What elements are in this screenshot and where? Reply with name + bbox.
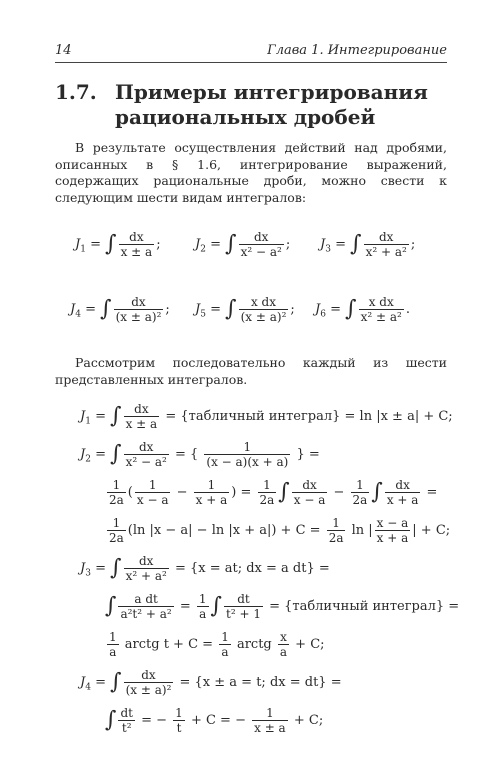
- formula-j4: $J_4$ = ∫ $\frac{dx}{\text{(x ± a)²}}$ ;: [70, 295, 170, 324]
- j3-solution-line3: $\frac{1}{a}$ arctg t + C = $\frac{1}{a}$ arctg $\frac{x}{a}$ + C;: [109, 630, 325, 659]
- section-title: Примеры интегрирования рациональных дробей: [115, 80, 428, 129]
- transition-paragraph: Рассмотрим последовательно каждый из шести представленных интегралов.: [55, 355, 447, 387]
- intro-paragraph: В результате осуществления действий над дробями, описанных в § 1.6, интегрирование выражений, содержащих рациональные дроби, можно свести к следующим шести видам интегралов:: [55, 140, 447, 205]
- section-number: 1.7.: [55, 80, 97, 104]
- j2-solution-line1: $J_2$ = ∫ $\frac{dx}{\text{x² − a²}}$ = { $\frac{1}{(x - a)(x + a)}$ } =: [80, 440, 320, 469]
- formula-j5: $J_5$ = ∫ $\frac{\text{x dx}}{\text{(x ± a)²}}$ ;: [195, 295, 295, 324]
- j4-solution-line2: ∫ $\frac{dt}{\text{t²}}$ = − $\frac{1}{t}$ + C = − $\frac{1}{x \pm a}$ + C;: [105, 706, 324, 735]
- j1-solution: $J_1$ = ∫ $\frac{dx}{x \pm a}$ = {табличный интеграл} = ln |x ± a| + C;: [80, 402, 453, 431]
- j3-solution-line2: ∫ $\frac{\text{a dt}}{\text{a²t² + a²}}$ = $\frac{1}{a}$ ∫ $\frac{dt}{\text{t² + 1}}$ = {табличный интеграл} =: [105, 592, 460, 621]
- j3-solution-line1: $J_3$ = ∫ $\frac{dx}{\text{x² + a²}}$ = {x = at; dx = a dt} =: [80, 554, 330, 583]
- j2-solution-line2: $\frac{1}{2a}$ ( $\frac{1}{x - a}$ − $\frac{1}{x + a}$ ) = $\frac{1}{2a}$ ∫ $\frac{dx}{x - a}$ − $\frac{1}{2a}$ ∫ $\frac{dx}{x + a}$ =: [109, 478, 438, 507]
- formula-j3: $J_3$ = ∫ $\frac{dx}{\text{x² + a²}}$ ;: [320, 230, 416, 259]
- page-number: 14: [55, 43, 72, 58]
- page-header: [55, 40, 447, 63]
- formula-j6: $J_6$ = ∫ $\frac{\text{x dx}}{\text{x² ± a²}}$ .: [315, 295, 410, 324]
- running-title: Глава 1. Интегрирование: [267, 43, 447, 58]
- formula-j1: $J_1$ = ∫ $\frac{dx}{x \pm a}$ ;: [75, 230, 161, 259]
- j4-solution-line1: $J_4$ = ∫ $\frac{dx}{\text{(x ± a)²}}$ = {x ± a = t; dx = dt} =: [80, 668, 342, 697]
- formula-j2: $J_2$ = ∫ $\frac{dx}{\text{x² − a²}}$ ;: [195, 230, 291, 259]
- j2-solution-line3: $\frac{1}{2a}$ (ln |x − a| − ln |x + a|) + C = $\frac{1}{2a}$ ln | $\frac{x - a}{x + a}$ | + C;: [109, 516, 451, 545]
